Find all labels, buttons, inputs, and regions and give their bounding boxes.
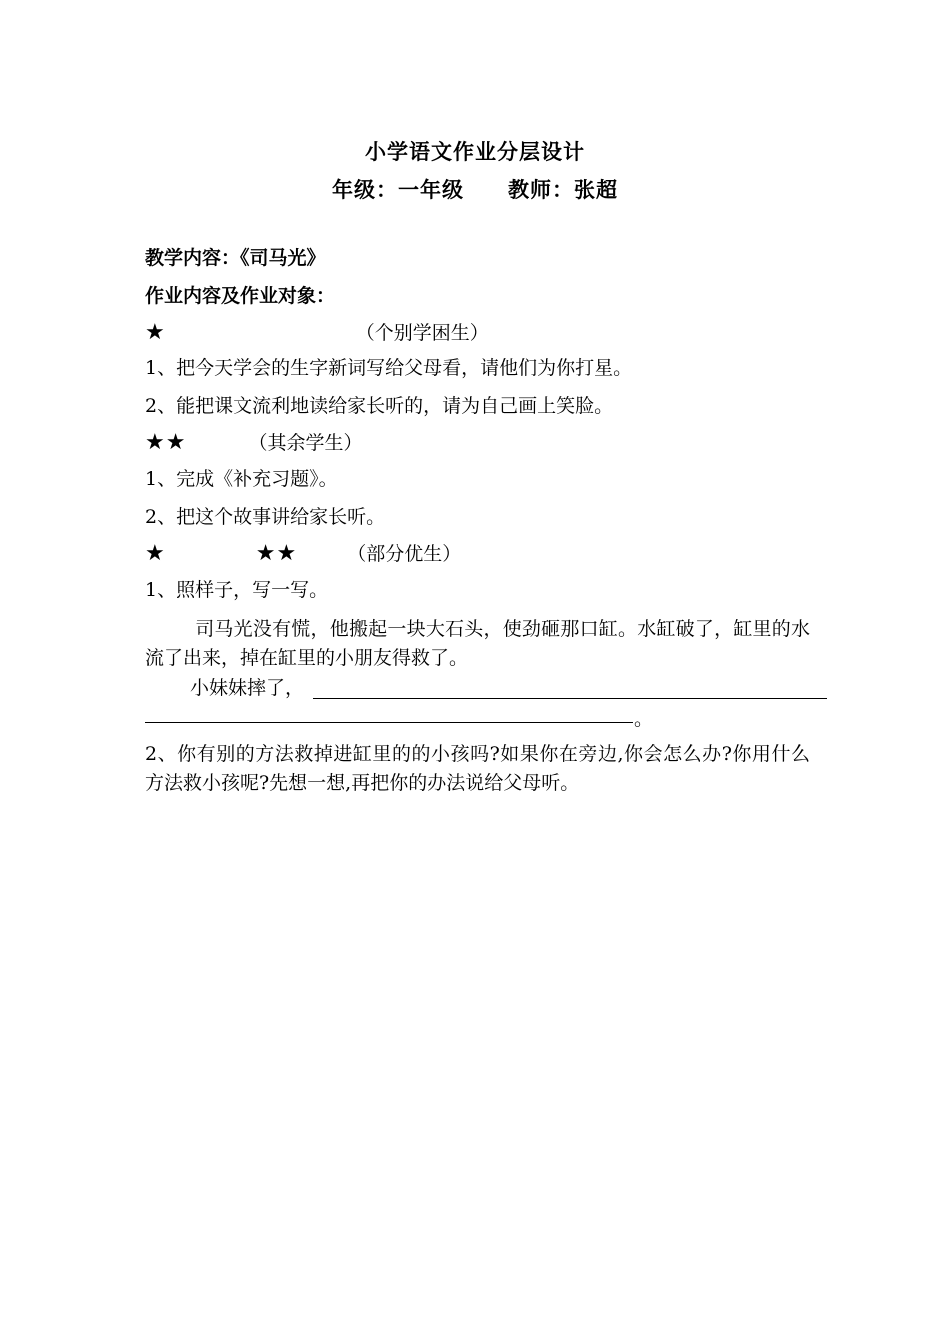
tier2-target: （其余学生） <box>248 432 363 454</box>
tier3-target: （部分优生） <box>347 543 462 565</box>
star-icon: ★★ <box>255 541 298 566</box>
grade-label: 年级：一年级 <box>332 178 464 202</box>
teacher-label: 教师：张超 <box>508 178 618 202</box>
document-title: 小学语文作业分层设计 <box>365 140 585 164</box>
tier3-item-1: 1、照样子，写一写。 <box>145 579 329 601</box>
tier2-header <box>145 430 362 456</box>
tier1-item-1: 1、把今天学会的生字新词写给父母看，请他们为你打星。 <box>145 357 633 379</box>
tier3-item-2: 2、你有别的方法救掉进缸里的的小孩吗?如果你在旁边,你会怎么办?你用什么方法救小孩呢?先想一想,再把你的办法说给父母听。 <box>145 743 810 794</box>
star-icon: ★★ <box>145 430 187 455</box>
fill-blank-end: 。 <box>634 708 654 730</box>
tier1-target: （个别学困生） <box>355 322 489 344</box>
tier2-item-2: 2、把这个故事讲给家长听。 <box>145 506 386 528</box>
teaching-content: 教学内容：《司马光》 <box>145 247 326 269</box>
fill-prompt: 小妹妹摔了， <box>190 677 305 699</box>
document-subtitle <box>0 174 950 204</box>
tier2-item-1: 1、完成《补充习题》。 <box>145 468 338 490</box>
tier1-header <box>145 320 489 346</box>
star-icon: ★ <box>145 541 166 566</box>
tier3-header <box>145 541 461 567</box>
fill-blank-line-1[interactable] <box>313 698 827 699</box>
example-text: 司马光没有慌，他搬起一块大石头，使劲砸那口缸。水缸破了，缸里的水流了出来，掉在缸里的小朋友得救了。 <box>145 618 810 669</box>
star-icon: ★ <box>145 320 166 345</box>
fill-blank-line-2[interactable] <box>145 722 633 723</box>
example-paragraph <box>145 615 810 673</box>
assignment-heading: 作业内容及作业对象： <box>145 285 336 307</box>
tier1-item-2: 2、能把课文流利地读给家长听的，请为自己画上笑脸。 <box>145 395 614 417</box>
